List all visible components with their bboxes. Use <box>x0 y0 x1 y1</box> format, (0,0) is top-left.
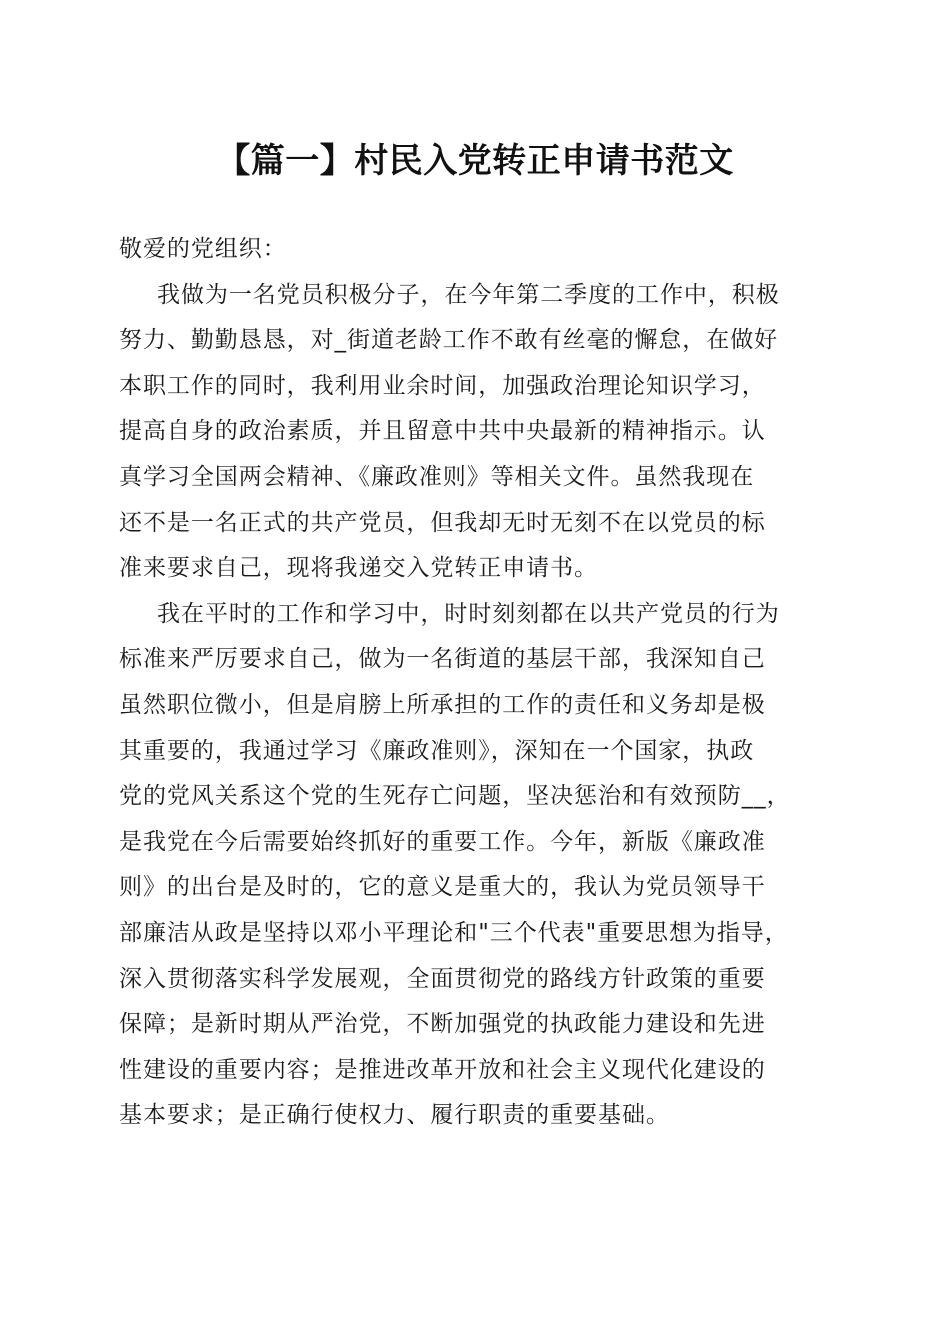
paragraph-line: 是我党在今后需要始终抓好的重要工作。今年，新版《廉政准 <box>119 828 766 855</box>
paragraph-line: 提高自身的政治素质，并且留意中共中央最新的精神指示。认 <box>119 418 766 445</box>
document-body <box>119 227 839 1139</box>
salutation: 敬爱的党组织： <box>119 236 287 262</box>
paragraph-line: 则》的出台是及时的，它的意义是重大的，我认为党员领导干 <box>119 874 766 901</box>
paragraph-line: 基本要求；是正确行使权力、履行职责的重要基础。 <box>119 1102 670 1129</box>
paragraph-1 <box>119 273 839 592</box>
paragraph-line: 我做为一名党员积极分子，在今年第二季度的工作中，积极 <box>157 281 780 308</box>
paragraph-line: 努力、勤勤恳恳，对_街道老龄工作不敢有丝毫的懈怠，在做好 <box>119 327 779 354</box>
paragraph-line: 深入贯彻落实科学发展观，全面贯彻党的路线方针政策的重要 <box>119 965 766 992</box>
page-title: 【篇一】村民入党转正申请书范文 <box>216 141 734 181</box>
paragraph-line: 虽然职位微小，但是肩膀上所承担的工作的责任和义务却是极 <box>119 691 766 718</box>
paragraph-line: 我在平时的工作和学习中，时时刻刻都在以共产党员的行为 <box>157 600 780 627</box>
paragraph-line: 其重要的，我通过学习《廉政准则》，深知在一个国家，执政 <box>119 737 755 764</box>
paragraph-line: 还不是一名正式的共产党员，但我却无时无刻不在以党员的标 <box>119 509 766 536</box>
paragraph-line: 准来要求自己，现将我递交入党转正申请书。 <box>119 555 598 582</box>
paragraph-2 <box>119 592 839 1139</box>
paragraph-line: 性建设的重要内容；是推进改革开放和社会主义现代化建设的 <box>119 1056 766 1083</box>
paragraph-line: 保障；是新时期从严治党，不断加强党的执政能力建设和先进 <box>119 1011 766 1038</box>
paragraph-line: 党的党风关系这个党的生死存亡问题，坚决惩治和有效预防__， <box>119 783 791 810</box>
paragraph-line: 部廉洁从政是坚持以邓小平理论和"三个代表"重要思想为指导， <box>119 919 789 946</box>
paragraph-line: 真学习全国两会精神、《廉政准则》等相关文件。虽然我现在 <box>119 463 755 490</box>
paragraph-line: 本职工作的同时，我利用业余时间，加强政治理论知识学习， <box>119 372 766 399</box>
paragraph-line: 标准来严厉要求自己，做为一名街道的基层干部，我深知自己 <box>119 646 766 673</box>
